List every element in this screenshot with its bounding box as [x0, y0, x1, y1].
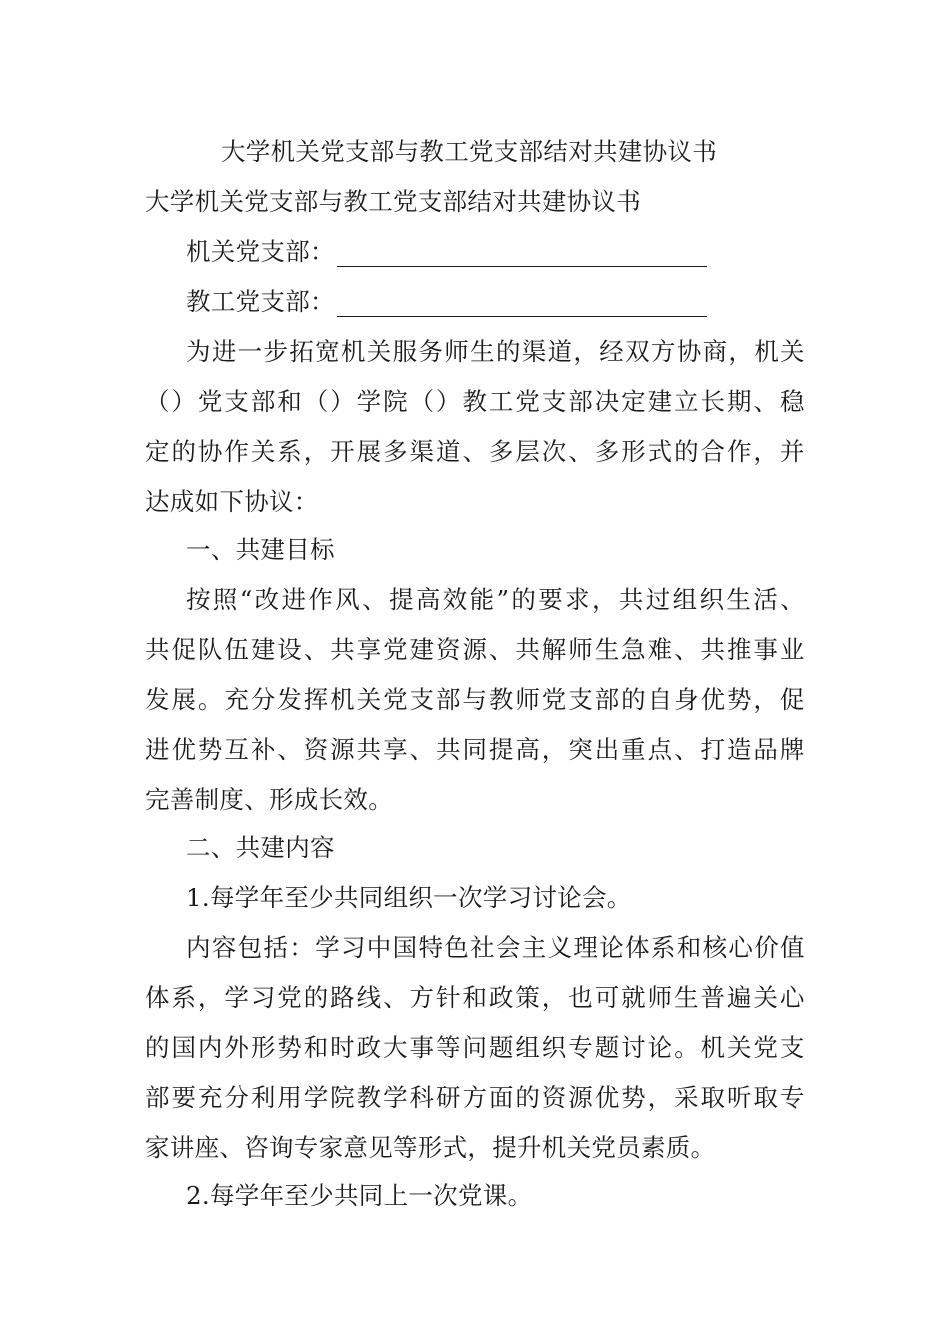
party-a-label: 机关党支部：	[186, 237, 335, 266]
document-title: 大学机关党支部与教工党支部结对共建协议书	[221, 137, 717, 166]
section-heading-goals: 一、共建目标	[186, 535, 335, 564]
section1-line: 完善制度、形成长效。	[145, 785, 393, 814]
section1-line: 发 展 。 充 分 发 挥 机 关 党 支 部 与 教 师 党 支 部 的 自 身 优 势 ， 促	[145, 685, 805, 714]
item1-line: 家讲座、咨询专家意见等形式，提升机关党员素质。	[145, 1133, 716, 1162]
party-a-field	[186, 237, 707, 267]
document-title-repeat: 大学机关党支部与教工党支部结对共建协议书	[145, 187, 641, 216]
item1-line: 内 容 包 括 ： 学 习 中 国 特 色 社 会 主 义 理 论 体 系 和 核 心 价 值	[186, 933, 805, 962]
party-b-field	[186, 287, 707, 317]
item1-line: 的 国 内 外 形 势 和 时 政 大 事 等 问 题 组 织 专 题 讨 论 。 机 关 党 支	[145, 1033, 805, 1062]
party-b-label: 教工党支部：	[186, 287, 335, 316]
party-a-blank-line	[337, 242, 707, 267]
party-b-blank-line	[337, 292, 707, 317]
section1-line: 共 促 队 伍 建 设 、 共 享 党 建 资 源 、 共 解 师 生 急 难 、 共 推 事 业	[145, 635, 805, 664]
section1-line: 进 优 势 互 补 、 资 源 共 享 、 共 同 提 高 ， 突 出 重 点 、 打 造 品 牌	[145, 735, 805, 764]
item2-heading: 2.每学年至少共同上一次党课。	[186, 1181, 533, 1210]
item1-line: 部 要 充 分 利 用 学 院 教 学 科 研 方 面 的 资 源 优 势 ， 采 取 听 取 专	[145, 1083, 805, 1112]
item1-line: 体 系 ， 学 习 党 的 路 线 、 方 针 和 政 策 ， 也 可 就 师 生 普 遍 关 心	[145, 983, 805, 1012]
intro-line: 为 进 一 步 拓 宽 机 关 服 务 师 生 的 渠 道 ， 经 双 方 协 商 ， 机 关	[186, 337, 805, 366]
section1-line: 按 照 “ 改 进 作 风 、 提 高 效 能 ” 的 要 求 ， 共 过 组 织 生 活 、	[186, 585, 805, 614]
intro-line: 定 的 协 作 关 系 ， 开 展 多 渠 道 、 多 层 次 、 多 形 式 的 合 作 ， 并	[145, 437, 805, 466]
intro-line: 达成如下协议：	[145, 487, 319, 516]
section-heading-content: 二、共建内容	[186, 833, 335, 862]
intro-line: （ ） 党 支 部 和 （ ） 学 院 （ ） 教 工 党 支 部 决 定 建 立 长 期 、 稳	[145, 387, 805, 416]
item1-heading: 1.每学年至少共同组织一次学习讨论会。	[186, 883, 632, 912]
